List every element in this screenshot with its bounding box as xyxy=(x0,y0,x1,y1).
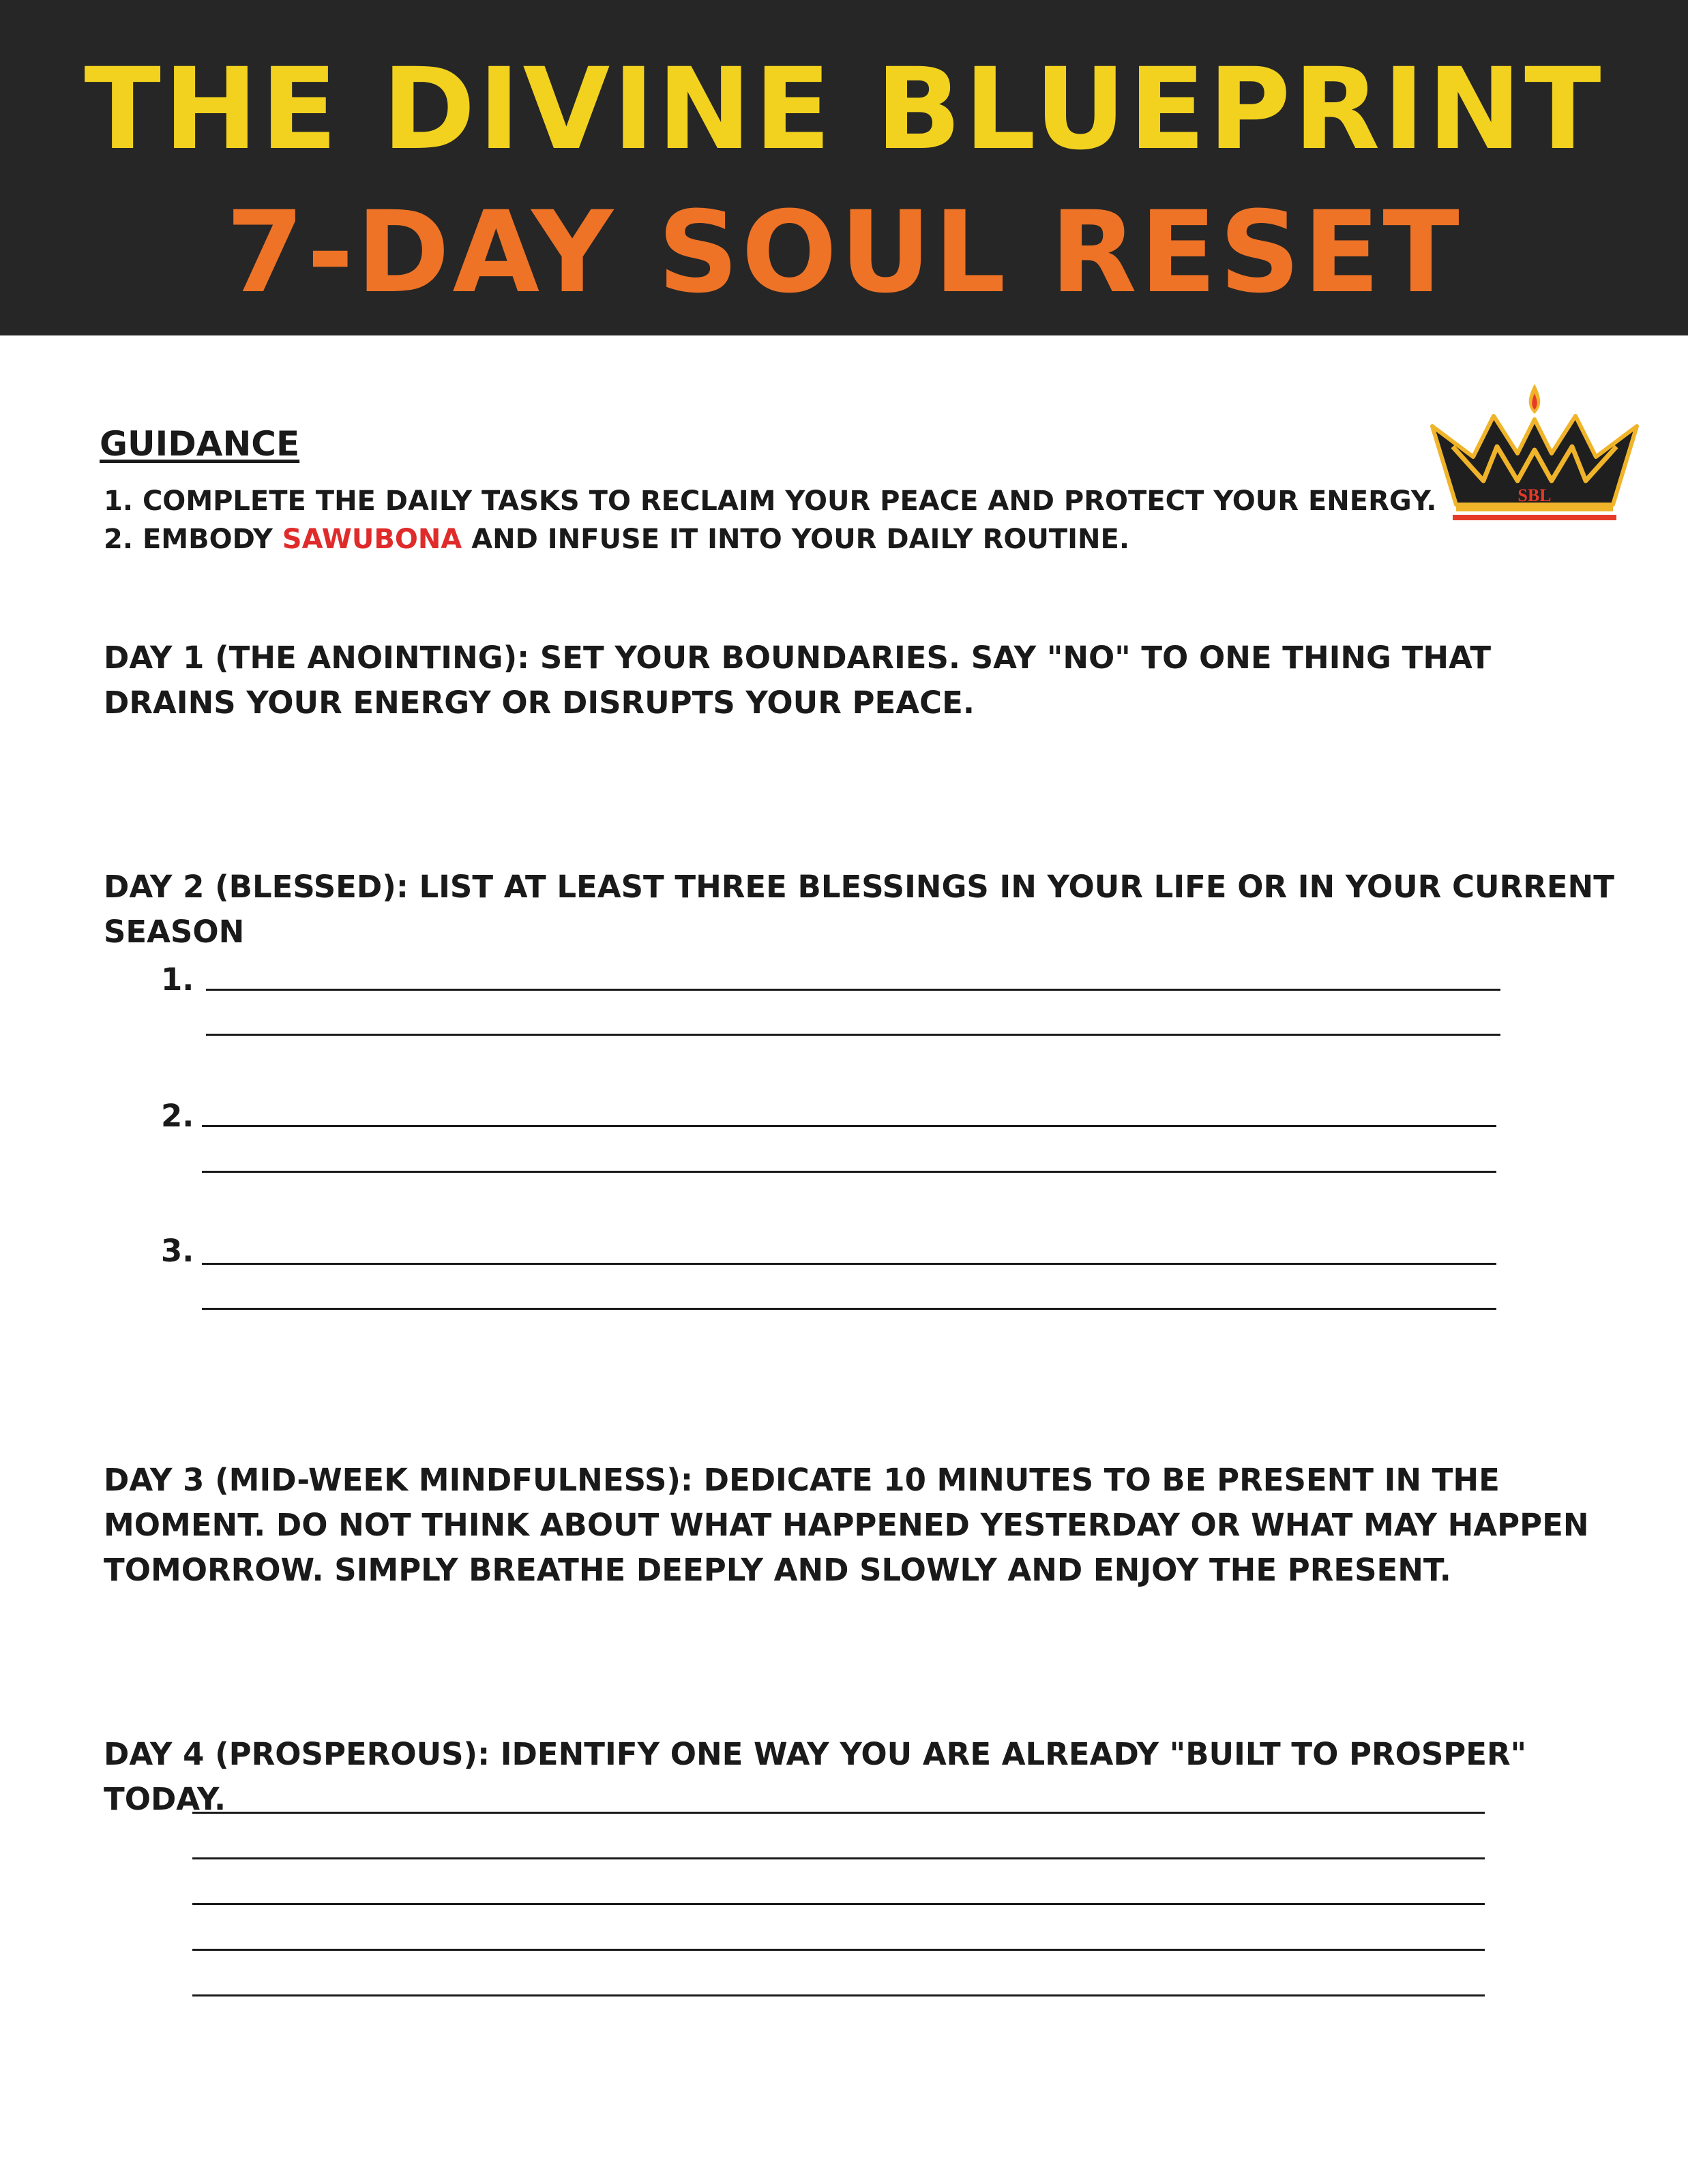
blessing-2-line-2[interactable] xyxy=(202,1171,1496,1173)
page-subtitle: 7-DAY SOUL RESET xyxy=(226,187,1462,318)
logo-text: SBL xyxy=(1517,485,1552,505)
page-title: THE DIVINE BLUEPRINT xyxy=(84,44,1604,175)
guidance-title: GUIDANCE xyxy=(100,424,300,464)
blessing-1-label: 1. xyxy=(161,961,194,998)
header-banner xyxy=(0,0,1688,335)
blessing-3-label: 3. xyxy=(161,1233,194,1269)
day-4-line-5[interactable] xyxy=(192,1994,1485,1996)
guidance-item-1: 1. COMPLETE THE DAILY TASKS TO RECLAIM YOUR PEACE AND PROTECT YOUR ENERGY. xyxy=(104,485,1437,517)
day-1-text: DAY 1 (THE ANOINTING): SET YOUR BOUNDARIES. SAY "NO" TO ONE THING THAT DRAINS YOUR ENERGY OR DISRUPTS YOUR PEACE. xyxy=(104,640,1492,721)
blessing-2-label: 2. xyxy=(161,1098,194,1134)
guidance-item-2: 2. EMBODY SAWUBONA AND INFUSE IT INTO YOUR DAILY ROUTINE. xyxy=(104,524,1130,555)
blessing-1-line-1[interactable] xyxy=(206,989,1500,991)
blessing-2-line-1[interactable] xyxy=(202,1125,1496,1127)
blessing-3-line-1[interactable] xyxy=(202,1263,1496,1265)
blessing-3-line-2[interactable] xyxy=(202,1308,1496,1310)
day-4-text: DAY 4 (PROSPEROUS): IDENTIFY ONE WAY YOU ARE ALREADY "BUILT TO PROSPER" TODAY. xyxy=(104,1736,1527,1817)
day-4-line-3[interactable] xyxy=(192,1903,1485,1905)
blessing-1-line-2[interactable] xyxy=(206,1034,1500,1036)
day-4-line-1[interactable] xyxy=(192,1812,1485,1814)
day-4-line-4[interactable] xyxy=(192,1949,1485,1951)
crown-icon xyxy=(1425,378,1644,542)
day-3-text: DAY 3 (MID-WEEK MINDFULNESS): DEDICATE 10 MINUTES TO BE PRESENT IN THE MOMENT. DO NOT THINK ABOUT WHAT HAPPENED YESTERDAY OR WHAT MAY HAPPEN TOMORROW. SIMPLY BREATHE DEEPLY AND SLOWLY AND ENJOY THE PRESENT. xyxy=(104,1462,1589,1588)
day-4-line-2[interactable] xyxy=(192,1857,1485,1859)
sawubona-highlight: SAWUBONA xyxy=(282,524,462,555)
day-2-text: DAY 2 (BLESSED): LIST AT LEAST THREE BLESSINGS IN YOUR LIFE OR IN YOUR CURRENT SEASON xyxy=(104,869,1614,950)
